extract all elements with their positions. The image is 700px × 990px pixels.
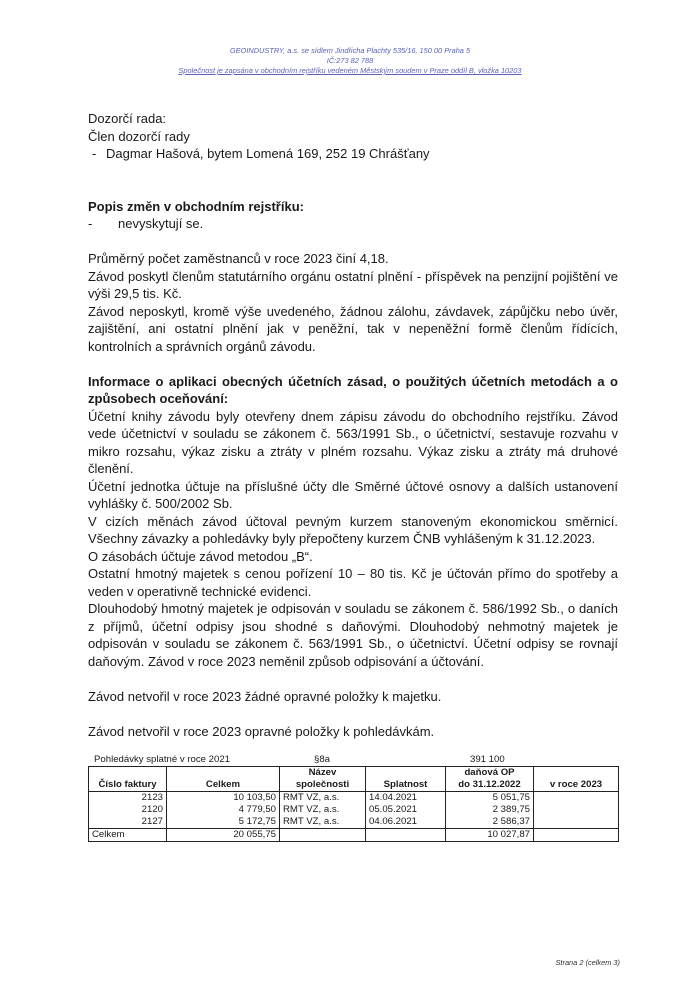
no-loans-statement: Závod neposkytl, kromě výše uvedeného, žádnou zálohu, závdavek, zápůjčku nebo úvěr, zajištění, ani ostatní plnění jak v peněžní, tak v nepeněžní formě členům řídících, kontrolních a správních orgánů závodu. bbox=[88, 303, 618, 354]
total-label: Celkem bbox=[89, 829, 167, 842]
row-invoice: 2127 bbox=[89, 816, 167, 829]
supervisory-member-name: Dagmar Hašová, bytem Lomená 169, 252 19 Chrášťany bbox=[106, 146, 430, 161]
supervisory-board-title: Dozorčí rada: bbox=[88, 111, 167, 126]
row-total: 5 172,75 bbox=[167, 816, 280, 829]
row-tax: 2 586,37 bbox=[446, 816, 534, 829]
receivables-caption bbox=[88, 752, 618, 766]
supervisory-member-role: Člen dozorčí rady bbox=[88, 128, 190, 144]
receivables-caption-section: §8a bbox=[314, 754, 331, 765]
header-company-bottom: společnosti bbox=[280, 779, 366, 792]
foreign-currency: V cizích měnách závod účtoval pevným kurzem stanoveným ekonomickou směrnicí. Všechny závazky a pohledávky byly přepočteny kurzem ČNB vyhlášeným k 31.12.2023. bbox=[88, 513, 618, 546]
row-due: 05.05.2021 bbox=[366, 804, 446, 816]
changes-item-text: nevyskytují se. bbox=[118, 216, 204, 231]
row-total: 10 103,50 bbox=[167, 792, 280, 805]
header-tax-bottom: do 31.12.2022 bbox=[446, 779, 534, 792]
receivables-table bbox=[88, 766, 619, 842]
accounting-heading: Informace o aplikaci obecných účetních zásad, o použitých účetních metodách a o způsobech oceňování: bbox=[88, 373, 618, 406]
changes-heading: Popis změn v obchodním rejstříku: bbox=[88, 198, 304, 214]
table-row bbox=[89, 792, 619, 805]
row-year bbox=[534, 804, 619, 816]
row-total: 4 779,50 bbox=[167, 804, 280, 816]
accounting-chart: Účetní jednotka účtuje na příslušné účty dle Směrné účtové osnovy a dalších ustanovení vyhlášky č. 500/2002 Sb. bbox=[88, 478, 618, 511]
receivable-provisions: Závod netvořil v roce 2023 opravné položky k pohledávkám. bbox=[88, 723, 435, 739]
company-header-line-3: Společnost je zapsána v obchodním rejstříku vedeném Městským soudem v Praze oddíl B, vložka 10203 bbox=[178, 66, 522, 75]
table-row bbox=[89, 804, 619, 816]
header-invoice: Číslo faktury bbox=[89, 779, 167, 792]
total-amount: 20 055,75 bbox=[167, 829, 280, 842]
row-invoice: 2123 bbox=[89, 792, 167, 805]
row-company: RMT VZ, a.s. bbox=[280, 816, 366, 829]
company-header bbox=[0, 46, 700, 76]
statutory-benefits: Závod poskytl členům statutárního orgánu ostatní plnění - příspěvek na penzijní pojištění ve výši 29,5 tis. Kč. bbox=[88, 268, 618, 301]
header-tax-top: daňová OP bbox=[446, 767, 534, 780]
row-year bbox=[534, 792, 619, 805]
table-header-row-2 bbox=[89, 779, 619, 792]
row-year bbox=[534, 816, 619, 829]
company-header-line-1: GEOINDUSTRY, a.s. se sídlem Jindřicha Plachty 535/16, 150 00 Praha 5 bbox=[229, 46, 471, 55]
row-tax: 5 051,75 bbox=[446, 792, 534, 805]
table-total-row bbox=[89, 829, 619, 842]
changes-item: - nevyskytují se. bbox=[88, 216, 204, 231]
row-due: 04.06.2021 bbox=[366, 816, 446, 829]
receivables-caption-title: Pohledávky splatné v roce 2021 bbox=[94, 754, 230, 765]
total-tax: 10 027,87 bbox=[446, 829, 534, 842]
company-header-line-2: IČ:273 82 788 bbox=[326, 56, 374, 65]
table-row bbox=[89, 816, 619, 829]
row-company: RMT VZ, a.s. bbox=[280, 792, 366, 805]
row-tax: 2 389,75 bbox=[446, 804, 534, 816]
accounting-books: Účetní knihy závodu byly otevřeny dnem zápisu závodu do obchodního rejstříku. Závod vede účetnictví v souladu se zákonem č. 563/1991 Sb., o účetnictví, sestavuje rozvahu v mikro rozsahu, výkaz zisku a ztráty v plném rozsahu. Výkaz zisku a ztráty má druhové členění. bbox=[88, 408, 618, 476]
header-year: v roce 2023 bbox=[534, 779, 619, 792]
header-total: Celkem bbox=[167, 779, 280, 792]
row-due: 14.04.2021 bbox=[366, 792, 446, 805]
page-number: Strana 2 (celkem 3) bbox=[555, 958, 620, 967]
asset-provisions: Závod netvořil v roce 2023 žádné opravné položky k majetku. bbox=[88, 688, 442, 704]
supervisory-member: - Dagmar Hašová, bytem Lomená 169, 252 19 Chrášťany bbox=[92, 146, 430, 161]
depreciation: Dlouhodobý hmotný majetek je odpisován v souladu se zákonem č. 586/1992 Sb., o daních z příjmů, účetní odpisy jsou shodné s daňovými. Dlouhodobý nehmotný majetek je odpisován v souladu se zákonem č. 563/1991 Sb., o účetnictví. Účetní odpisy se rovnají daňovým. Závod v roce 2023 neměnil způsob odpisování a účtování. bbox=[88, 601, 618, 669]
header-company-top: Název bbox=[280, 767, 366, 780]
document-body bbox=[88, 110, 618, 740]
row-company: RMT VZ, a.s. bbox=[280, 804, 366, 816]
table-header-row-1 bbox=[89, 767, 619, 780]
inventory-method: O zásobách účtuje závod metodou „B“. bbox=[88, 548, 313, 564]
row-invoice: 2120 bbox=[89, 804, 167, 816]
receivables-table-section bbox=[88, 752, 618, 842]
header-due: Splatnost bbox=[366, 779, 446, 792]
receivables-caption-account: 391 100 bbox=[470, 754, 505, 765]
employees-count: Průměrný počet zaměstnanců v roce 2023 činí 4,18. bbox=[88, 251, 389, 266]
minor-assets: Ostatní hmotný majetek s cenou pořízení 10 – 80 tis. Kč je účtován přímo do spotřeby a veden v operativně technické evidenci. bbox=[88, 566, 618, 599]
